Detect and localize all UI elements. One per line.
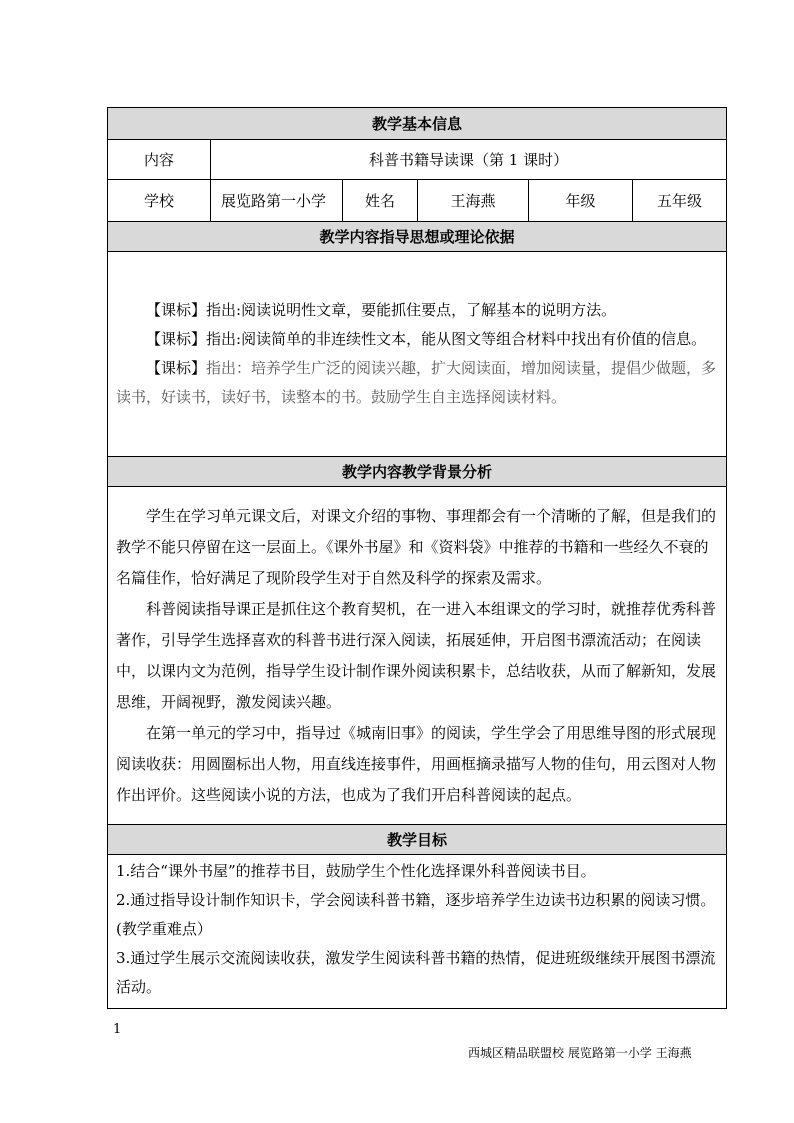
background-paragraph-2: 科普阅读指导课正是抓住这个教育契机，在一进入本组课文的学习时，就推荐优秀科普著作，引导学生选择喜欢的科普书进行深入阅读，拓展延伸，开启图书漂流活动；在阅读中，以课内文为范例，指导学生设计制作课外阅读积累卡，总结收获，从而了解新知，发展思维，开阔视野，激发阅读兴趣。 <box>116 599 717 711</box>
guiding-paragraph-1 <box>116 296 718 325</box>
goals-text <box>116 857 718 1002</box>
grade-value: 五年级 <box>633 180 727 222</box>
background-paragraph-3: 在第一单元的学习中，指导过《城南旧事》的阅读，学生学会了用思维导图的形式展现阅读收获：用圆圈标出人物，用直线连接事件，用画框摘录描写人物的佳句，用云图对人物作出评价。这些阅读小说的方法，也成为了我们开启科普阅读的起点。 <box>116 723 717 804</box>
guiding-text-1: 指出:阅读说明性文章，要能抓住要点，了解基本的说明方法。 <box>206 301 617 319</box>
standard-tag: 【课标】 <box>146 301 207 319</box>
page-number: 1 <box>113 1022 122 1037</box>
standard-tag: 【课标】 <box>146 359 207 377</box>
section-title-guiding: 教学内容指导思想或理论依据 <box>108 222 727 252</box>
school-label: 学校 <box>108 180 211 222</box>
grade-label: 年级 <box>529 180 633 222</box>
guiding-text <box>116 296 718 412</box>
section-title-background: 教学内容教学背景分析 <box>108 457 727 487</box>
section-header-goals <box>108 825 727 855</box>
goal-item-3: 3.通过学生展示交流阅读收获，激发学生阅读科普书籍的热情，促进班级继续开展图书漂流活动。 <box>116 949 716 996</box>
background-body-row <box>108 487 727 825</box>
section-header-background <box>108 457 727 487</box>
goals-body <box>108 855 727 1009</box>
section-title-basic-info: 教学基本信息 <box>108 108 727 140</box>
content-row <box>108 140 727 180</box>
guiding-body-row <box>108 252 727 457</box>
content-label: 内容 <box>108 140 211 180</box>
guiding-paragraph-3 <box>116 354 718 412</box>
school-value: 展览路第一小学 <box>211 180 343 222</box>
goal-item-1: 1.结合“课外书屋”的推荐书目，鼓励学生个性化选择课外科普阅读书目。 <box>116 862 596 880</box>
guiding-text-2: 指出:阅读简单的非连续性文本，能从图文等组合材料中找出有价值的信息。 <box>206 330 707 348</box>
footer-text: 西城区精品联盟校 展览路第一小学 王海燕 <box>468 1046 692 1060</box>
background-body <box>108 487 727 825</box>
school-row <box>108 180 727 222</box>
goals-body-row <box>108 855 727 1009</box>
section-header-basic-info <box>108 108 727 140</box>
lesson-plan-table <box>107 107 727 1009</box>
section-header-guiding <box>108 222 727 252</box>
guiding-body <box>108 252 727 457</box>
section-title-goals: 教学目标 <box>108 825 727 855</box>
standard-tag: 【课标】 <box>146 330 207 348</box>
content-value: 科普书籍导读课（第 1 课时） <box>211 140 727 180</box>
background-text <box>116 501 718 811</box>
guiding-text-3: 指出：培养学生广泛的阅读兴趣，扩大阅读面，增加阅读量，提倡少做题，多读书，好读书，读好书，读整本的书。鼓励学生自主选择阅读材料。 <box>116 359 717 406</box>
name-label: 姓名 <box>343 180 418 222</box>
goal-item-2: 2.通过指导设计制作知识卡，学会阅读科普书籍，逐步培养学生边读书边积累的阅读习惯。(教学重难点） <box>116 891 716 938</box>
name-value: 王海燕 <box>418 180 529 222</box>
background-paragraph-1: 学生在学习单元课文后，对课文介绍的事物、事理都会有一个清晰的了解，但是我们的教学不能只停留在这一层面上。《课外书屋》和《资料袋》中推荐的书籍和一些经久不衰的名篇佳作，恰好满足了现阶段学生对于自然及科学的探索及需求。 <box>116 506 717 587</box>
guiding-paragraph-2 <box>116 325 718 354</box>
